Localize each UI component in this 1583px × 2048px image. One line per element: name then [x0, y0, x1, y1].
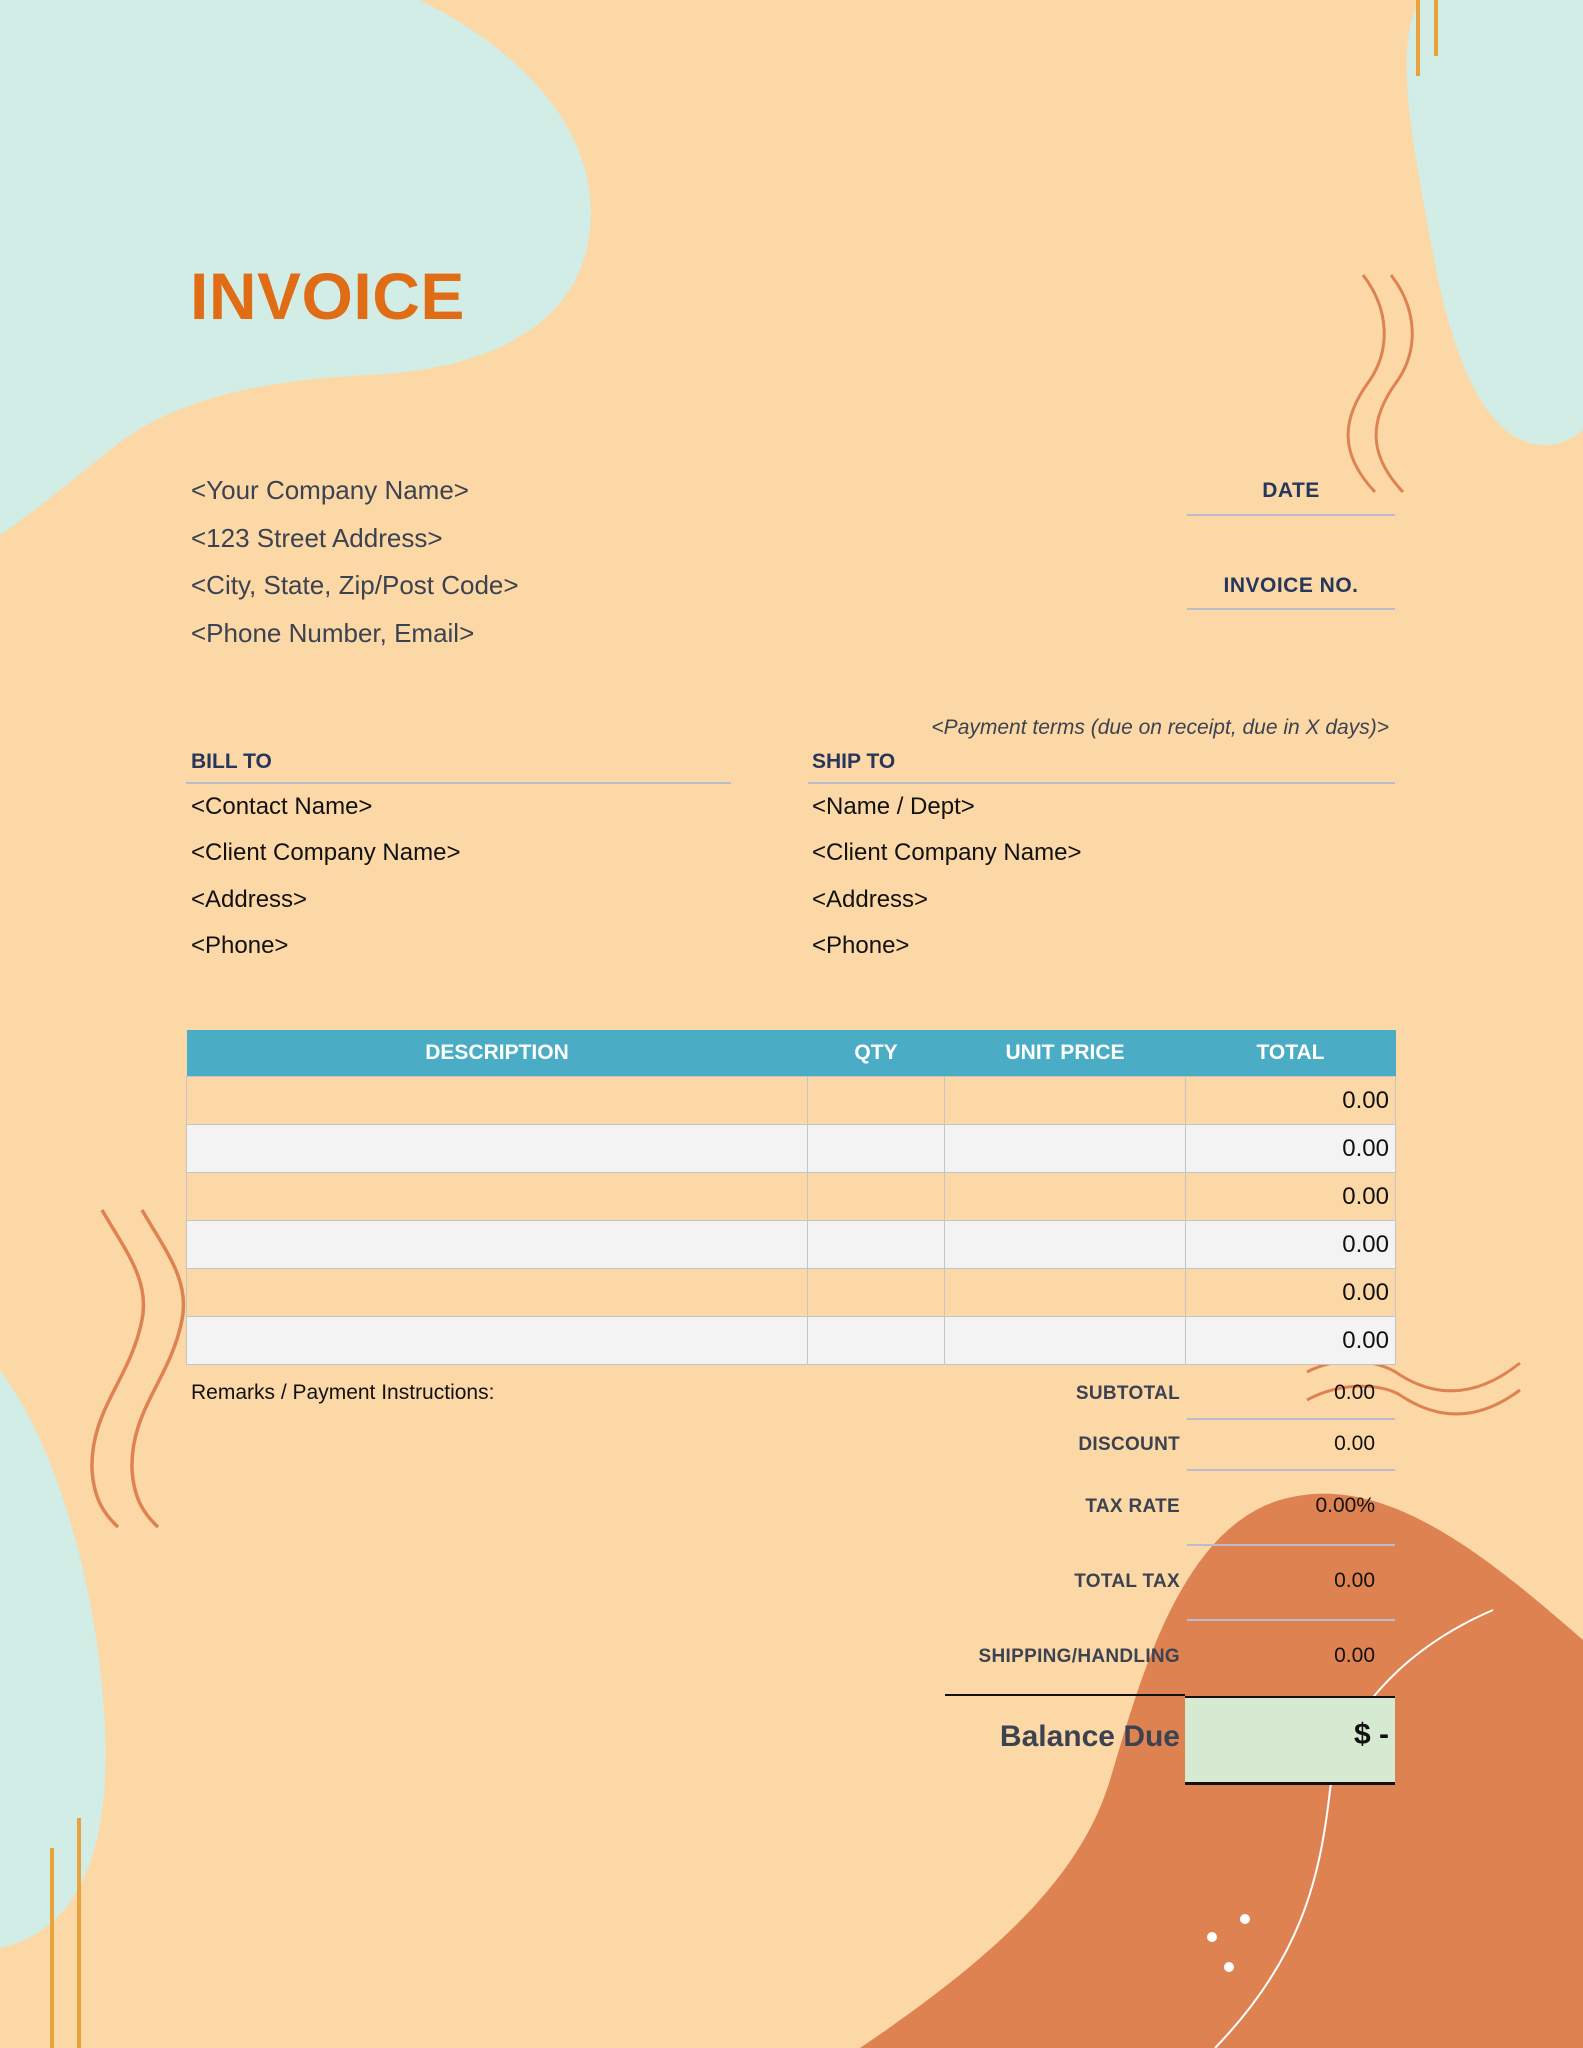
- unit-price-cell[interactable]: [945, 1125, 1186, 1173]
- description-cell[interactable]: [187, 1221, 808, 1269]
- white-dot: [1224, 1962, 1234, 1972]
- bill-to-contact[interactable]: <Contact Name>: [191, 793, 373, 820]
- total-cell: 0.00: [1186, 1077, 1396, 1125]
- date-label: DATE: [1262, 479, 1320, 502]
- table-row: [187, 1077, 1396, 1125]
- shipping-label: SHIPPING/HANDLING: [978, 1646, 1180, 1667]
- divider: [1187, 1469, 1395, 1471]
- payment-terms[interactable]: <Payment terms (due on receipt, due in X days)>: [931, 716, 1389, 739]
- company-city[interactable]: <City, State, Zip/Post Code>: [191, 570, 519, 600]
- bill-to-address[interactable]: <Address>: [191, 886, 308, 913]
- discount-label: DISCOUNT: [1078, 1434, 1180, 1455]
- bill-to-phone[interactable]: <Phone>: [191, 932, 289, 959]
- unit-price-cell[interactable]: [945, 1077, 1186, 1125]
- total-cell: 0.00: [1186, 1269, 1396, 1317]
- total-cell: 0.00: [1186, 1125, 1396, 1173]
- total-cell: 0.00: [1186, 1317, 1396, 1365]
- qty-cell[interactable]: [808, 1269, 945, 1317]
- ship-to-name[interactable]: <Name / Dept>: [812, 793, 975, 820]
- table-row: [187, 1221, 1396, 1269]
- table-header-row: [187, 1030, 1396, 1077]
- ship-to-phone[interactable]: <Phone>: [812, 932, 910, 959]
- total-cell: 0.00: [1186, 1173, 1396, 1221]
- balance-due-label: Balance Due: [999, 1720, 1180, 1753]
- ship-to-label: SHIP TO: [812, 750, 896, 773]
- invoice-title: INVOICE: [190, 259, 465, 333]
- total-tax-value: 0.00: [1334, 1569, 1375, 1592]
- description-cell[interactable]: [187, 1125, 808, 1173]
- bill-to-label: BILL TO: [191, 750, 272, 773]
- squiggle: [1348, 275, 1384, 492]
- divider: [945, 1694, 1185, 1696]
- description-cell[interactable]: [187, 1077, 808, 1125]
- column-header-description: DESCRIPTION: [187, 1030, 808, 1077]
- ship-to-company[interactable]: <Client Company Name>: [812, 839, 1082, 866]
- unit-price-cell[interactable]: [945, 1173, 1186, 1221]
- white-dot: [1207, 1932, 1217, 1942]
- description-cell[interactable]: [187, 1317, 808, 1365]
- discount-value[interactable]: 0.00: [1334, 1432, 1375, 1455]
- divider: [808, 782, 1395, 784]
- column-header-total: TOTAL: [1186, 1030, 1396, 1077]
- unit-price-cell[interactable]: [945, 1221, 1186, 1269]
- subtotal-value: 0.00: [1334, 1381, 1375, 1404]
- divider: [1187, 1418, 1395, 1420]
- tax-rate-label: TAX RATE: [1085, 1496, 1180, 1517]
- divider: [186, 782, 731, 784]
- description-cell[interactable]: [187, 1173, 808, 1221]
- unit-price-cell[interactable]: [945, 1317, 1186, 1365]
- shipping-value[interactable]: 0.00: [1334, 1644, 1375, 1667]
- divider: [1187, 1619, 1395, 1621]
- squiggle: [132, 1210, 184, 1527]
- description-cell[interactable]: [187, 1269, 808, 1317]
- invoice-no-label: INVOICE NO.: [1223, 574, 1359, 597]
- white-dot: [1240, 1914, 1250, 1924]
- unit-price-cell[interactable]: [945, 1269, 1186, 1317]
- remarks-label: Remarks / Payment Instructions:: [191, 1381, 495, 1404]
- teal-blob-top-right: [1407, 0, 1583, 445]
- qty-cell[interactable]: [808, 1317, 945, 1365]
- balance-due-value: $ -: [1353, 1718, 1389, 1751]
- total-tax-label: TOTAL TAX: [1074, 1571, 1180, 1592]
- subtotal-label: SUBTOTAL: [1075, 1383, 1180, 1404]
- line-items-table: [186, 1030, 1396, 1365]
- divider: [1187, 1544, 1395, 1546]
- table-row: [187, 1317, 1396, 1365]
- invoice-no-field[interactable]: [1187, 608, 1395, 610]
- company-street[interactable]: <123 Street Address>: [191, 523, 443, 553]
- qty-cell[interactable]: [808, 1221, 945, 1269]
- qty-cell[interactable]: [808, 1173, 945, 1221]
- table-row: [187, 1269, 1396, 1317]
- date-field[interactable]: [1187, 514, 1395, 516]
- table-row: [187, 1125, 1396, 1173]
- column-header-unit-price: UNIT PRICE: [945, 1030, 1186, 1077]
- table-row: [187, 1173, 1396, 1221]
- qty-cell[interactable]: [808, 1077, 945, 1125]
- bill-to-company[interactable]: <Client Company Name>: [191, 839, 461, 866]
- total-cell: 0.00: [1186, 1221, 1396, 1269]
- company-name[interactable]: <Your Company Name>: [191, 475, 469, 505]
- tax-rate-value[interactable]: 0.00%: [1315, 1494, 1375, 1517]
- qty-cell[interactable]: [808, 1125, 945, 1173]
- squiggle: [92, 1210, 144, 1527]
- ship-to-address[interactable]: <Address>: [812, 886, 929, 913]
- company-contact[interactable]: <Phone Number, Email>: [191, 618, 475, 648]
- column-header-qty: QTY: [808, 1030, 945, 1077]
